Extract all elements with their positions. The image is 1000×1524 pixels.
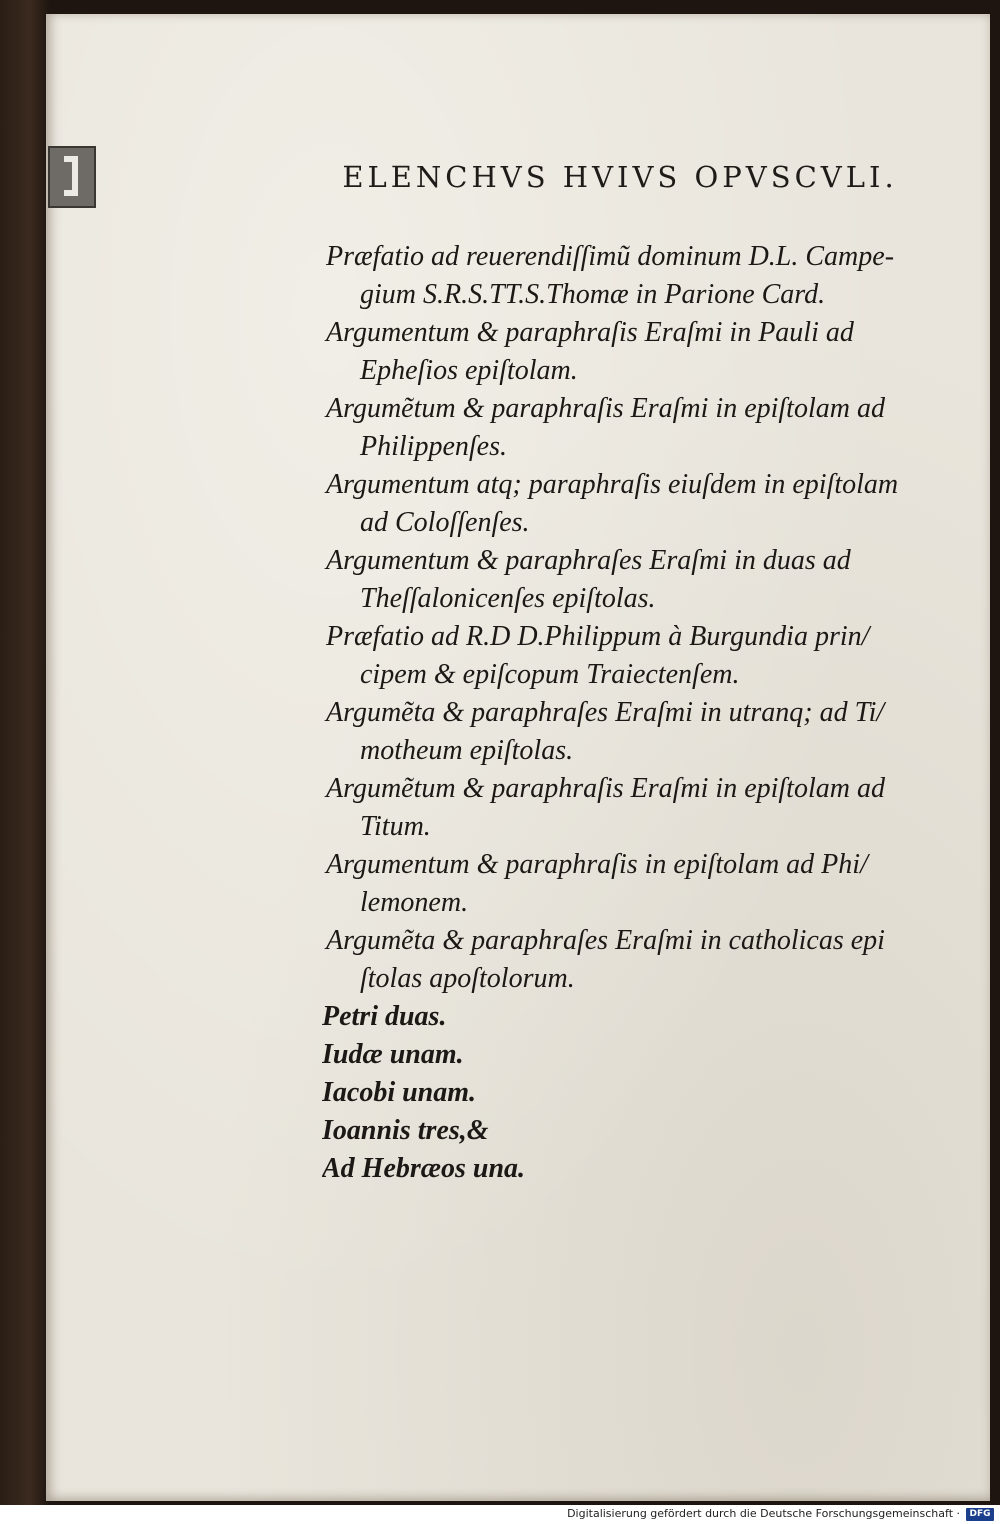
toc-entry <box>322 770 942 846</box>
toc-entry <box>322 694 942 770</box>
toc-entry-line: Argumẽta & paraphraſes Eraſmi in utranq; ad Ti/ <box>326 697 885 728</box>
toc-entry <box>322 314 942 390</box>
toc-entry-line: Præfatio ad R.D D.Philippum à Burgundia prin/ <box>326 621 870 652</box>
toc-short-entry <box>322 1150 942 1188</box>
toc-entry <box>322 390 942 466</box>
toc-entry-line: Iudæ unam. <box>322 1039 464 1070</box>
toc-entry-continuation: cipem & epiſcopum Traiectenſem. <box>360 659 740 690</box>
toc-entry-line: Argumẽtum & paraphraſis Eraſmi in epiſtolam ad <box>326 773 885 804</box>
toc-entry-line: Argumẽta & paraphraſes Eraſmi in catholicas epi <box>326 925 885 956</box>
page-title: ELENCHVS HVIVS OPVSCVLI. <box>342 160 898 194</box>
toc-entry <box>322 238 942 314</box>
toc-entry-continuation: ad Coloſſenſes. <box>360 507 530 538</box>
toc-entry-line: Præfatio ad reuerendiſſimũ dominum D.L. Campe- <box>326 241 895 272</box>
toc-entry-continuation: Theſſalonicenſes epiſtolas. <box>360 583 656 614</box>
toc-entry <box>322 466 942 542</box>
toc-entry-continuation: Philippenſes. <box>360 431 507 462</box>
toc-entry-continuation: ſtolas apoſtolorum. <box>360 963 575 994</box>
toc-short-entry <box>322 998 942 1036</box>
toc-entry-line: Argumentum & paraphraſis in epiſtolam ad Phi/ <box>326 849 868 880</box>
toc-entry-continuation: motheum epiſtolas. <box>360 735 574 766</box>
page-tab-marker <box>48 146 96 208</box>
toc-entry-line: Argumentum atq; paraphraſis eiuſdem in epiſtolam <box>326 469 899 500</box>
toc-entry-line: Argumentum & paraphraſes Eraſmi in duas ad <box>326 545 851 576</box>
toc-entry-line: Iacobi unam. <box>322 1077 477 1108</box>
table-of-contents <box>322 238 942 1188</box>
toc-entry <box>322 542 942 618</box>
toc-short-entry <box>322 1074 942 1112</box>
toc-short-entry <box>322 1036 942 1074</box>
toc-entry-continuation: Titum. <box>360 811 431 842</box>
toc-entry-continuation: lemonem. <box>360 887 469 918</box>
toc-short-entry <box>322 1112 942 1150</box>
toc-entry-line: Argumẽtum & paraphraſis Eraſmi in epiſtolam ad <box>326 393 885 424</box>
toc-entry-line: Argumentum & paraphraſis Eraſmi in Pauli ad <box>326 317 854 348</box>
dfg-logo: DFG <box>966 1508 994 1521</box>
toc-entry-continuation: Epheſios epiſtolam. <box>360 355 578 386</box>
toc-entry-line: Ad Hebræos una. <box>322 1153 526 1184</box>
footer-bar <box>0 1505 1000 1524</box>
toc-entry-line: Ioannis tres,& <box>322 1115 489 1146</box>
funding-notice: Digitalisierung gefördert durch die Deutsche Forschungsgemeinschaft · <box>567 1507 960 1520</box>
toc-entry-line: Petri duas. <box>322 1001 447 1032</box>
toc-entry-continuation: gium S.R.S.TT.S.Thomæ in Parione Card. <box>360 279 826 310</box>
toc-entry <box>322 846 942 922</box>
toc-entry <box>322 618 942 694</box>
toc-entry <box>322 922 942 998</box>
